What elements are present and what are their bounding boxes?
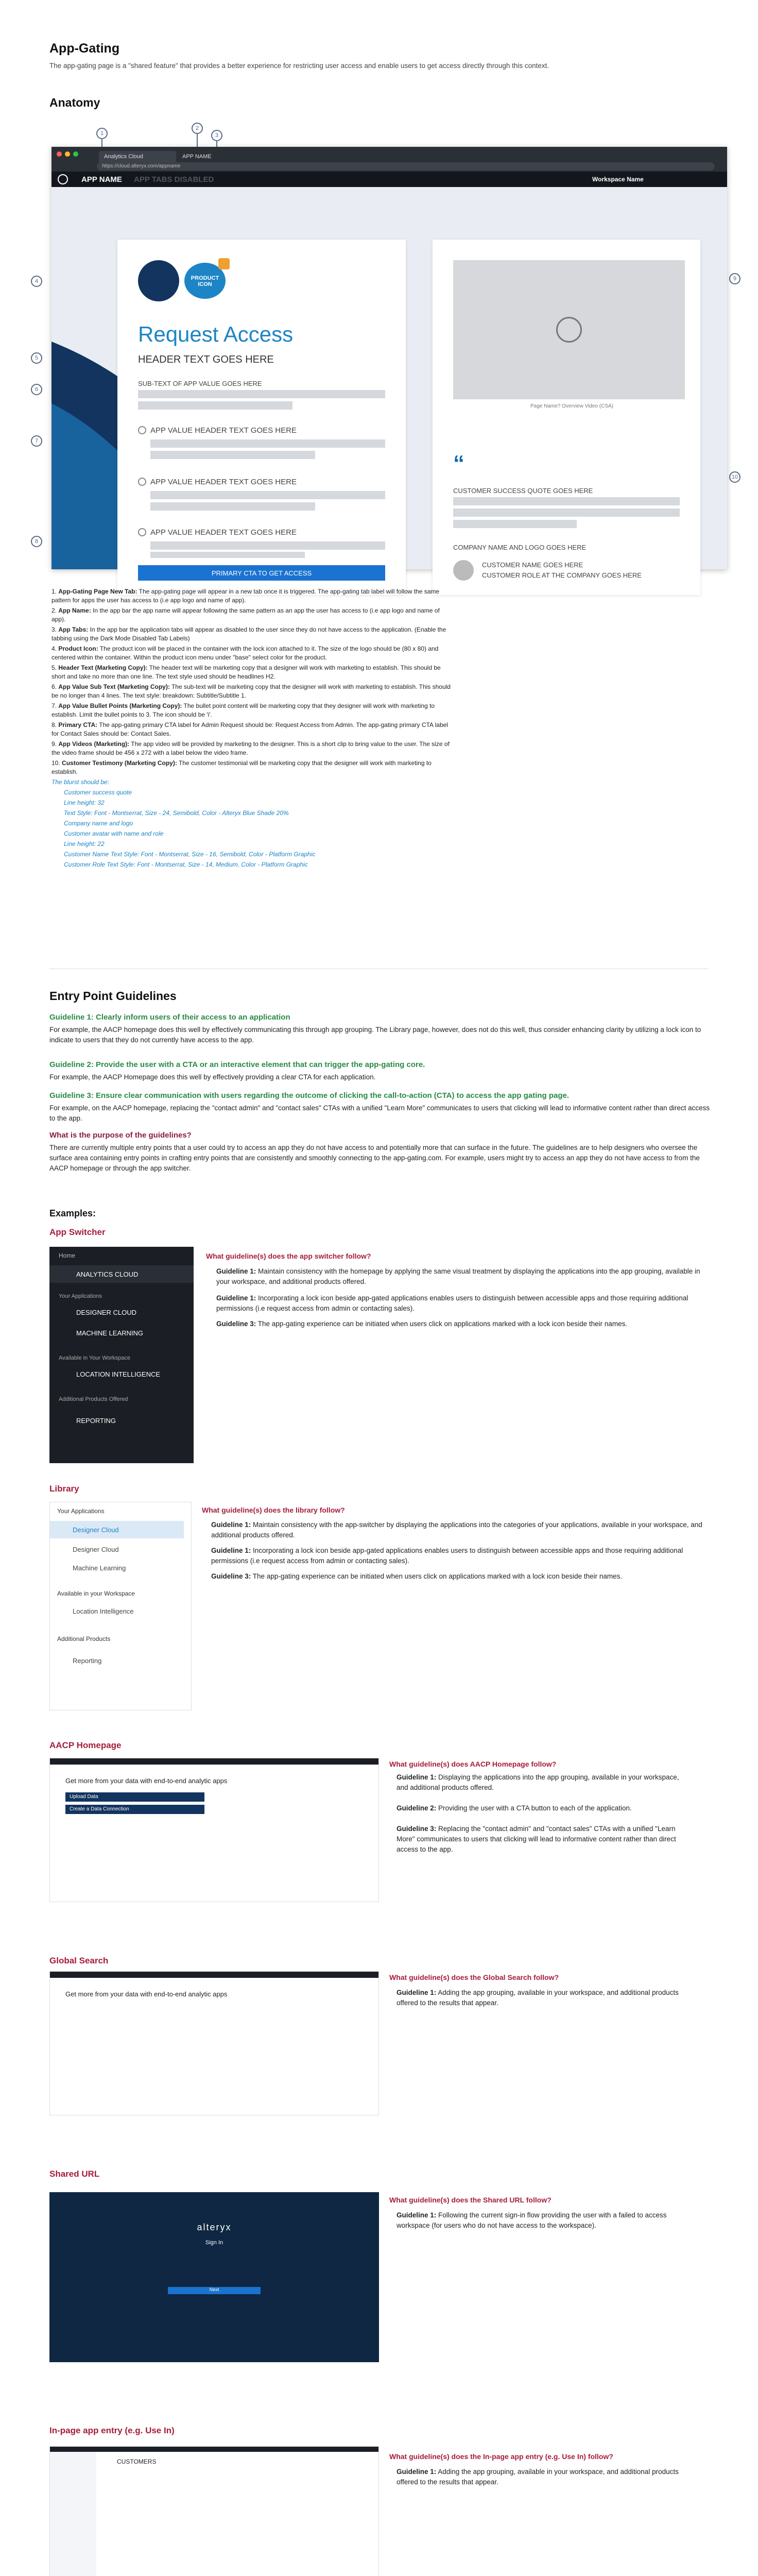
- note-title: App Value Sub Text (Marketing Copy):: [58, 683, 170, 690]
- note-number: 4.: [51, 645, 57, 652]
- switcher-location-intelligence[interactable]: LOCATION INTELLIGENCE: [76, 1370, 161, 1378]
- app-tabs-disabled: APP TABS DISABLED: [134, 175, 214, 184]
- note-title: App Videos (Marketing):: [58, 740, 130, 748]
- library-designer-2[interactable]: Designer Cloud: [73, 1546, 119, 1553]
- background-wave: [51, 187, 727, 579]
- switcher-home[interactable]: Home: [59, 1252, 76, 1259]
- switcher-available: Available in Your Workspace: [59, 1355, 131, 1361]
- item-text: Incorporating a lock icon beside app-gated applications enables users to distinguish between accessible apps and those requiring additional permissions (i.e request access from admin or contacting sales).: [216, 1294, 688, 1312]
- browser-chrome: [51, 147, 727, 172]
- avatar: [453, 560, 474, 581]
- library-your-apps: Your Applications: [57, 1507, 105, 1515]
- maximize-dot[interactable]: [73, 151, 78, 157]
- gsearch-heading: Get more from your data with end-to-end analytic apps: [65, 1990, 228, 1998]
- anatomy-note: [51, 587, 453, 605]
- app-logo-icon: [58, 174, 68, 184]
- library-screenshot: [49, 1502, 192, 1710]
- aacp-heading: Get more from your data with end-to-end analytic apps: [65, 1777, 228, 1785]
- switcher-analytics-cloud[interactable]: ANALYTICS CLOUD: [76, 1270, 139, 1278]
- company-name: COMPANY NAME AND LOGO GOES HERE: [453, 544, 587, 551]
- placeholder-bar: [453, 520, 577, 528]
- item-text: Incorporating a lock icon beside app-gated applications enables users to distinguish between accessible apps and those requiring additional permissions (i.e request access from admin or contacting sales).: [211, 1547, 683, 1565]
- item-bold: Guideline 3:: [397, 1825, 437, 1833]
- callout-line: [101, 139, 102, 147]
- item-text: The app-gating experience can be initiated when users click on applications marked with a lock icon beside their names.: [252, 1572, 623, 1580]
- anatomy-note: [51, 625, 453, 643]
- aacp-question: What guideline(s) does AACP Homepage follow?: [389, 1760, 557, 1768]
- guideline-3-text: For example, on the AACP homepage, replacing the "contact admin" and "contact sales" CTAs with a unified "Learn More" communicates to users that clicking will lead to informative content rather than direct access to the app.: [49, 1104, 710, 1122]
- example-title-aacp: AACP Homepage: [49, 1740, 122, 1750]
- guideline-1-title: Guideline 1: Clearly inform users of their access to an application: [49, 1013, 290, 1022]
- note-spec: Line height: 32: [64, 799, 105, 806]
- shared-url-question: What guideline(s) does the Shared URL follow?: [389, 2196, 552, 2204]
- callout-8: 8: [31, 536, 42, 547]
- placeholder-bar: [150, 502, 315, 511]
- item-bold: Guideline 1:: [216, 1294, 256, 1302]
- play-icon[interactable]: [556, 317, 582, 343]
- item-bold: Guideline 1:: [397, 2468, 437, 2476]
- minimize-dot[interactable]: [65, 151, 70, 157]
- workspace-name[interactable]: Workspace Name: [592, 176, 644, 183]
- note-text: The product icon will be placed in the container with the lock icon attached to it. The size of the logo should be (80 x 80) and centered within the container. Within the product icon menu under "base" select color for the product.: [51, 645, 439, 661]
- anatomy-note: [51, 606, 453, 624]
- item-text: Adding the app grouping, available in your workspace, and additional products offered to the results that appear.: [397, 2468, 679, 2486]
- bullet-icon: [138, 478, 146, 486]
- global-search-question: What guideline(s) does the Global Search follow?: [389, 1973, 559, 1981]
- item-bold: Guideline 1:: [211, 1547, 251, 1554]
- note-spec: Customer Name Text Style: Font - Montserrat, Size - 16, Semibold, Color - Platform Graphic: [64, 851, 316, 858]
- callout-5: 5: [31, 352, 42, 364]
- library-designer[interactable]: Designer Cloud: [73, 1526, 119, 1534]
- intro-text: The app-gating page is a "shared feature" that provides a better experience for restricting user access and enable users to get access directly through this context.: [49, 62, 549, 70]
- marketing-card: [433, 240, 700, 595]
- note-spec: Customer Role Text Style: Font - Montserrat, Size - 14, Medium, Color - Platform Graphic: [64, 861, 308, 868]
- guidelines-purpose: [49, 1131, 714, 1174]
- switcher-machine-learning[interactable]: MACHINE LEARNING: [76, 1329, 144, 1337]
- note-text: The app video will be provided by marketing to the designer. This is a short clip to bring value to the user. The size of the video frame should be 456 x 272 with a label below the video frame.: [51, 740, 450, 756]
- note-title: App Name:: [58, 607, 91, 614]
- note-spec: Customer success quote: [64, 789, 132, 796]
- app-switcher-g3: [216, 1319, 711, 1329]
- note-text: The sub-text will be marketing copy that the designer will work with marketing to establish. This should be no longer than 4 lines. The text style: breakdown: Subtitle/Subtitle 1.: [51, 683, 451, 699]
- note-text: In the app bar the application tabs will appear as disabled to the user since they do not have access to the application. (Enable the tabbing using the Dark Mode Disabled Tab Labels): [51, 626, 446, 642]
- example-title-in-page: In-page app entry (e.g. Use In): [49, 2426, 175, 2435]
- guideline-1-text: For example, the AACP homepage does this well by effectively communicating this through app grouping. The Library page, however, does not do this well, thus consider enhancing clarity by utilizing a lock icon to indicate to users that they do not currently have access to the app.: [49, 1026, 701, 1044]
- callout-10: 10: [729, 471, 740, 483]
- item-bold: Guideline 1:: [397, 1773, 437, 1781]
- library-question: What guideline(s) does the library follow?: [202, 1506, 345, 1514]
- placeholder-bar: [150, 439, 385, 448]
- url-bar[interactable]: https://cloud.alteryx.com/appname: [97, 162, 715, 171]
- subtext: SUB-TEXT OF APP VALUE GOES HERE: [138, 380, 262, 387]
- item-text: Displaying the applications into the app grouping, available in your workspace, and additional products offered.: [397, 1773, 679, 1791]
- callout-6: 6: [31, 384, 42, 395]
- shared-url-screenshot: [49, 2192, 379, 2362]
- note-number: 10.: [51, 759, 60, 767]
- in-page-screenshot: [49, 2446, 379, 2576]
- page-title: App-Gating: [49, 41, 120, 56]
- item-text: Maintain consistency with the app-switcher by displaying the applications into the categories of your applications, available in your workspace, and additional products offered.: [211, 1521, 702, 1539]
- note-title: Header Text (Marketing Copy):: [58, 664, 148, 671]
- example-title-app-switcher: App Switcher: [49, 1227, 106, 1237]
- browser-tab-app[interactable]: APP NAME: [177, 151, 244, 162]
- aacp-connect[interactable]: Create a Data Connection: [65, 1805, 204, 1814]
- note-text: The app-gating page will appear in a new tab once it is triggered. The app-gating tab label will follow the same pattern for apps the user has access to (i.e app logo and name of app).: [51, 588, 440, 604]
- app-name: APP NAME: [81, 175, 122, 184]
- product-icon-badge: PRODUCT ICON: [184, 263, 226, 299]
- note-spec: Text Style: Font - Montserrat, Size - 24, Semibold, Color - Alteryx Blue Shade 20%: [64, 809, 289, 817]
- library-additional: Additional Products: [57, 1635, 111, 1642]
- signin-title: Sign In: [205, 2240, 223, 2246]
- note-text: In the app bar the app name will appear following the same pattern as an app the user has access to (i.e app logo and name of app).: [51, 607, 440, 623]
- note-number: 9.: [51, 740, 57, 748]
- aacp-g1: [397, 1772, 690, 1793]
- next-button[interactable]: Next: [168, 2287, 261, 2294]
- anatomy-note: [51, 759, 453, 776]
- guideline-3: [49, 1091, 714, 1124]
- item-bold: Guideline 2:: [397, 1804, 437, 1812]
- note-spec: Line height: 22: [64, 840, 105, 848]
- library-reporting[interactable]: Reporting: [73, 1657, 102, 1665]
- item-bold: Guideline 1:: [216, 1267, 256, 1275]
- note-title: App-Gating Page New Tab:: [58, 588, 137, 595]
- anatomy-note: [51, 721, 453, 738]
- primary-cta-button[interactable]: PRIMARY CTA TO GET ACCESS: [138, 565, 385, 581]
- note-title: Customer Testimony (Marketing Copy):: [62, 759, 177, 767]
- note-text: The app-gating primary CTA label for Admin Request should be: Request Access from Admin. The app-gating primary CTA label for Contact Sales should be: Contact Sales.: [51, 721, 448, 737]
- library-available: Available in your Workspace: [57, 1590, 135, 1597]
- note-spec: Company name and logo: [64, 820, 133, 827]
- note-title: App Value Bullet Points (Marketing Copy):: [58, 702, 182, 709]
- anatomy-notes: [51, 587, 453, 871]
- guideline-3-title: Guideline 3: Ensure clear communication with users regarding the outcome of clicking the call-to-action (CTA) to access the app gating page.: [49, 1091, 570, 1100]
- switcher-designer-cloud[interactable]: DESIGNER CLOUD: [76, 1309, 137, 1316]
- in-page-g1: [397, 2467, 690, 2487]
- note-number: 3.: [51, 626, 57, 633]
- lock-icon: [218, 258, 230, 269]
- item-text: Adding the app grouping, available in your workspace, and additional products offered to the results that appear.: [397, 1989, 679, 2007]
- close-dot[interactable]: [57, 151, 62, 157]
- example-title-global-search: Global Search: [49, 1956, 109, 1965]
- callout-9: 9: [729, 273, 740, 284]
- purpose-title: What is the purpose of the guidelines?: [49, 1131, 192, 1140]
- app-switcher-screenshot: [49, 1247, 194, 1463]
- entry-heading: Entry Point Guidelines: [49, 989, 177, 1003]
- value-header-1: APP VALUE HEADER TEXT GOES HERE: [150, 426, 297, 435]
- app-switcher-g2: [216, 1293, 711, 1314]
- customer-quote: CUSTOMER SUCCESS QUOTE GOES HERE: [453, 487, 593, 495]
- example-title-library: Library: [49, 1484, 79, 1494]
- guideline-2: [49, 1060, 714, 1082]
- examples-heading: Examples:: [49, 1208, 96, 1218]
- request-access-title: Request Access: [138, 322, 294, 346]
- item-bold: Guideline 3:: [211, 1572, 251, 1580]
- placeholder-bar: [150, 451, 315, 459]
- video-frame[interactable]: [453, 260, 685, 399]
- shared-url-g1: [397, 2210, 690, 2231]
- app-switcher-g1: [216, 1266, 711, 1287]
- note-text: The customer testimonial will be marketing copy that the designer will work with marketing to establish.: [51, 759, 432, 775]
- switcher-additional: Additional Products Offered: [59, 1396, 128, 1402]
- example-title-shared-url: Shared URL: [49, 2169, 100, 2179]
- customer-name: CUSTOMER NAME GOES HERE: [482, 561, 583, 569]
- app-bar: [51, 172, 727, 187]
- anatomy-note: [51, 702, 453, 719]
- item-text: Replacing the "contact admin" and "contact sales" CTAs with a unified "Learn More" communicates to users that clicking will lead to informative content rather than direct access to the app.: [397, 1825, 676, 1853]
- placeholder-bar: [150, 491, 385, 499]
- placeholder-bar: [453, 497, 680, 505]
- item-bold: Guideline 1:: [397, 1989, 437, 1996]
- guideline-2-title: Guideline 2: Provide the user with a CTA or an interactive element that can trigger the app-gating core.: [49, 1060, 425, 1069]
- switcher-your-apps: Your Applications: [59, 1293, 102, 1299]
- bullet-icon: [138, 426, 146, 434]
- placeholder-bar: [138, 401, 292, 410]
- anatomy-note: [51, 740, 453, 757]
- value-header-3: APP VALUE HEADER TEXT GOES HERE: [150, 528, 297, 537]
- anatomy-heading: Anatomy: [49, 96, 100, 109]
- callout-1: 1: [96, 128, 108, 139]
- request-access-card: [117, 240, 406, 595]
- guideline-2-text: For example, the AACP Homepage does this well by effectively providing a clear CTA for each application.: [49, 1073, 376, 1081]
- customer-role: CUSTOMER ROLE AT THE COMPANY GOES HERE: [482, 571, 642, 579]
- anatomy-note: [51, 645, 453, 662]
- note-number: 2.: [51, 607, 57, 614]
- aacp-upload[interactable]: Upload Data: [65, 1792, 204, 1802]
- item-text: Providing the user with a CTA button to each of the application.: [438, 1804, 632, 1812]
- aacp-screenshot: [49, 1758, 379, 1902]
- item-bold: Guideline 3:: [216, 1320, 256, 1328]
- note-title: Primary CTA:: [58, 721, 98, 728]
- in-page-question: What guideline(s) does the In-page app entry (e.g. Use In) follow?: [389, 2452, 613, 2461]
- anatomy-note: [51, 683, 453, 700]
- callout-3: 3: [211, 130, 222, 141]
- bullet-icon: [138, 528, 146, 536]
- placeholder-bar: [453, 509, 680, 517]
- note-number: 5.: [51, 664, 57, 671]
- note-number: 7.: [51, 702, 57, 709]
- alteryx-logo: alteryx: [197, 2222, 232, 2232]
- video-caption: Page Name? Overview Video (CSA): [530, 403, 613, 409]
- quote-icon: “: [453, 451, 464, 476]
- browser-window: [51, 147, 727, 579]
- item-text: Following the current sign-in flow providing the user with a failed to access workspace (for users who do not have access to the workspace).: [397, 2211, 667, 2229]
- callout-2: 2: [192, 123, 203, 134]
- app-switcher-question: What guideline(s) does the app switcher follow?: [206, 1252, 371, 1260]
- guideline-1: [49, 1013, 714, 1045]
- callout-4: 4: [31, 276, 42, 287]
- note-spec: The blurst should be:: [51, 778, 110, 786]
- library-g1: [211, 1520, 705, 1540]
- purpose-text: There are currently multiple entry points that a user could try to access an app they do not have access to and potentially more that can surface in the future. The guidelines are to help designers who oversee the surface area containing entry points in crafting entry points that are consistently and smoothly connecting to the app-gating.com. For example, users might try to access an app they do not have access to from the AACP homepage or through the app switcher.: [49, 1144, 700, 1172]
- in-page-title: CUSTOMERS: [117, 2458, 157, 2465]
- note-text: The header text will be marketing copy that a designer will work with marketing to establish. This should be short and take no more than one line. The text style used should be headlines H2.: [51, 664, 441, 680]
- placeholder-bar: [150, 552, 305, 558]
- switcher-reporting[interactable]: REPORTING: [76, 1417, 116, 1425]
- anatomy-note: [51, 664, 453, 681]
- placeholder-bar: [138, 390, 385, 398]
- callout-7: 7: [31, 435, 42, 447]
- note-number: 6.: [51, 683, 57, 690]
- global-search-screenshot: [49, 1971, 379, 2115]
- aacp-g3: [397, 1824, 690, 1855]
- library-li[interactable]: Location Intelligence: [73, 1607, 134, 1615]
- browser-tab-analytics[interactable]: Analytics Cloud: [99, 151, 176, 162]
- placeholder-bar: [150, 541, 385, 550]
- product-logo-icon: [138, 260, 179, 301]
- item-bold: Guideline 1:: [211, 1521, 251, 1529]
- value-header-2: APP VALUE HEADER TEXT GOES HERE: [150, 478, 297, 486]
- item-text: Maintain consistency with the homepage by applying the same visual treatment by displaying the applications into the app grouping, available in your workspace, and additional products offered.: [216, 1267, 700, 1285]
- library-g3: [211, 1571, 705, 1582]
- note-title: Product Icon:: [58, 645, 98, 652]
- note-spec: Customer avatar with name and role: [64, 830, 164, 837]
- note-text: The bullet point content will be marketing copy that they designer will work with marketing to establish. Limit the bullet points to 3. The icon should be 'i'.: [51, 702, 435, 718]
- item-bold: Guideline 1:: [397, 2211, 437, 2219]
- global-search-g1: [397, 1988, 690, 2008]
- note-title: App Tabs:: [58, 626, 89, 633]
- note-number: 8.: [51, 721, 57, 728]
- library-ml[interactable]: Machine Learning: [73, 1564, 126, 1572]
- aacp-g2: [397, 1803, 690, 1814]
- item-text: The app-gating experience can be initiated when users click on applications marked with a lock icon beside their names.: [257, 1320, 628, 1328]
- header-text: HEADER TEXT GOES HERE: [138, 354, 274, 365]
- library-g2: [211, 1546, 705, 1566]
- note-number: 1.: [51, 588, 57, 595]
